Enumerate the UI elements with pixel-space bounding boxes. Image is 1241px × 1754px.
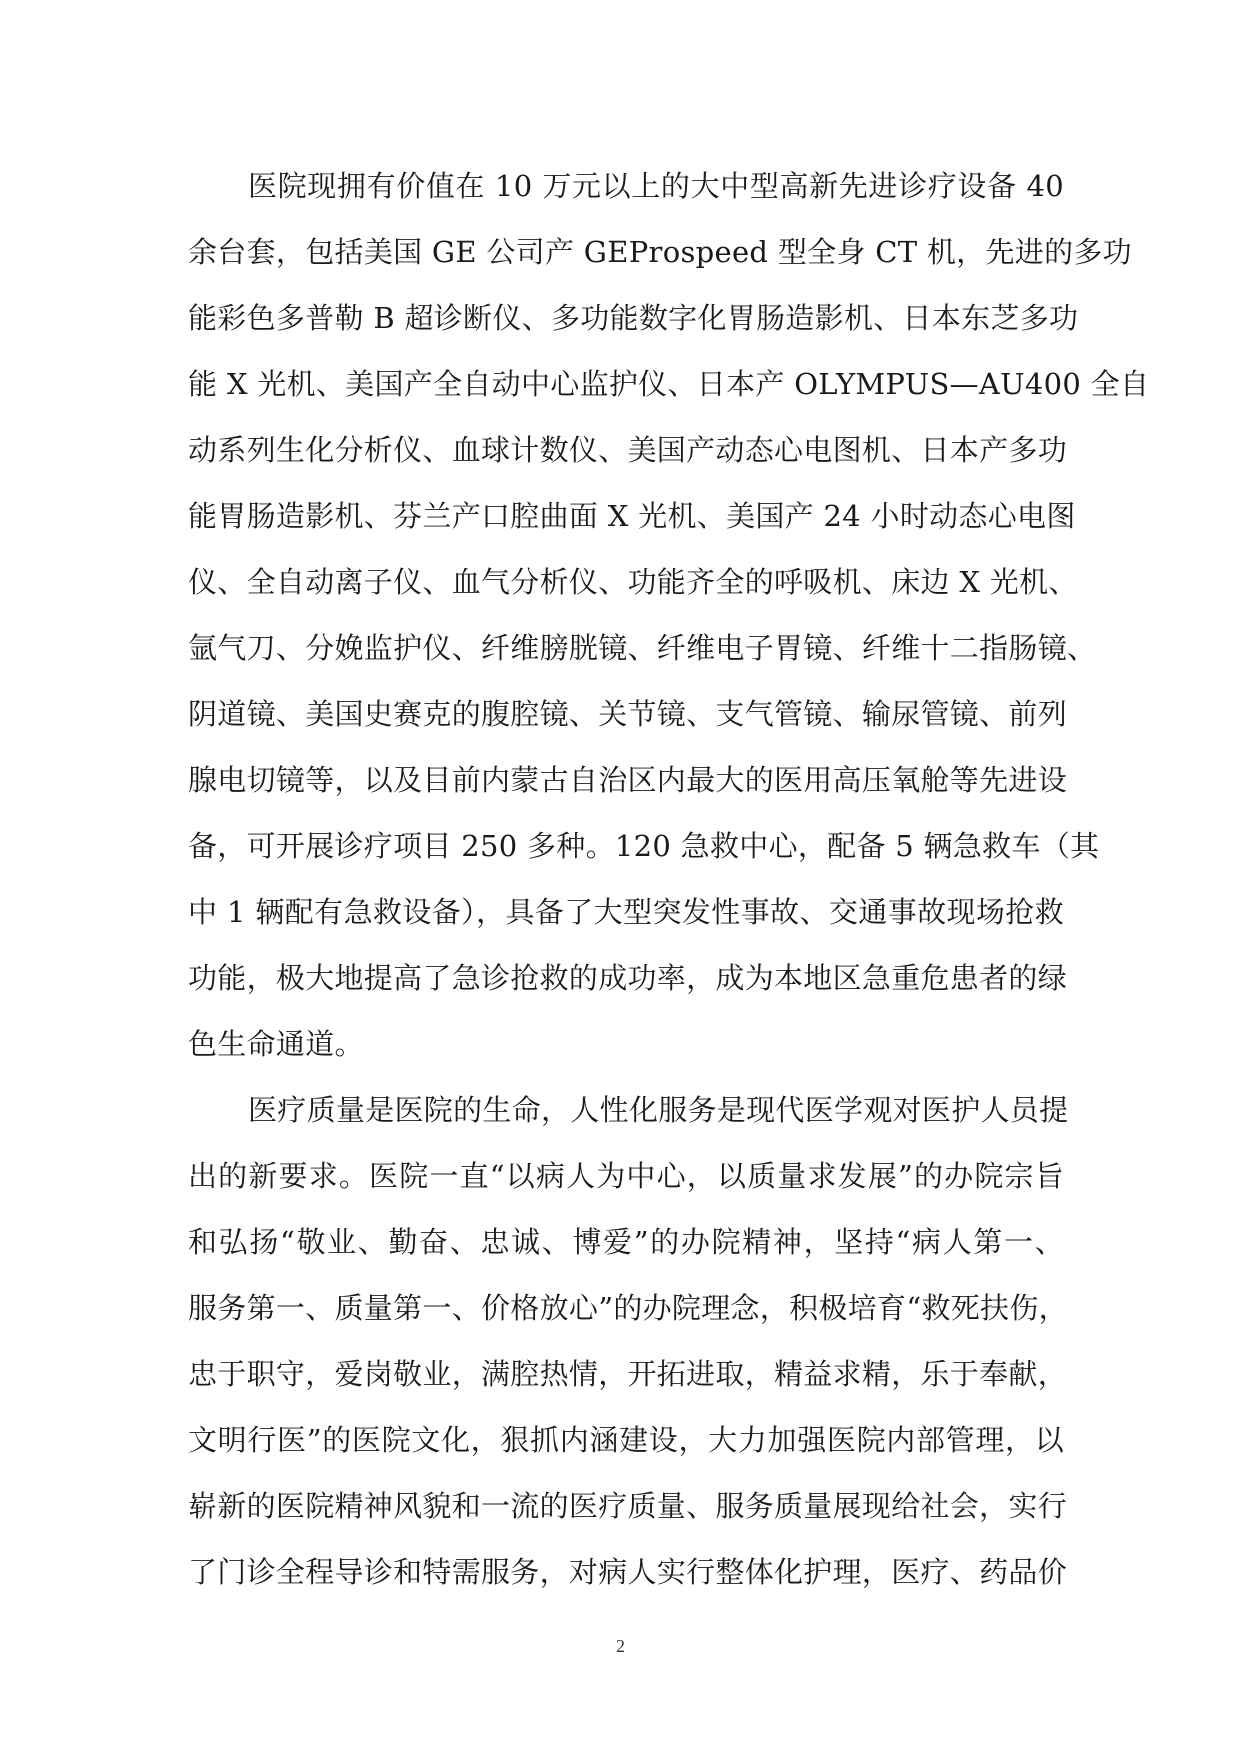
paragraph-1-line-13: 功能，极大地提高了急诊抢救的成功率，成为本地区急重危患者的绿 xyxy=(188,961,1068,995)
paragraph-1-line-1: 医院现拥有价值在 10 万元以上的大中型高新先进诊疗设备 40 xyxy=(248,169,1064,203)
paragraph-1-line-3: 能彩色多普勒 B 超诊断仪、多功能数字化胃肠造影机、日本东芝多功 xyxy=(188,301,1079,335)
paragraph-1-line-8: 氩气刀、分娩监护仪、纤维膀胱镜、纤维电子胃镜、纤维十二指肠镜、 xyxy=(188,631,1097,665)
paragraph-2-line-8: 了门诊全程导诊和特需服务，对病人实行整体化护理，医疗、药品价 xyxy=(188,1555,1068,1589)
paragraph-2-line-5: 忠于职守，爱岗敬业，满腔热情，开拓进取，精益求精，乐于奉献， xyxy=(188,1357,1068,1391)
paragraph-2-line-3: 和弘扬“敬业、勤奋、忠诚、博爱”的办院精神，坚持“病人第一、 xyxy=(188,1225,1064,1259)
page-number: 2 xyxy=(616,1636,625,1656)
paragraph-2-line-2: 出的新要求。医院一直“以病人为中心，以质量求发展”的办院宗旨 xyxy=(188,1159,1064,1193)
paragraph-1-line-6: 能胃肠造影机、芬兰产口腔曲面 X 光机、美国产 24 小时动态心电图 xyxy=(188,499,1076,533)
paragraph-1-line-7: 仪、全自动离子仪、血气分析仪、功能齐全的呼吸机、床边 X 光机、 xyxy=(188,565,1078,599)
paragraph-2-line-1: 医疗质量是医院的生命，人性化服务是现代医学观对医护人员提 xyxy=(248,1093,1069,1127)
paragraph-1-line-5: 动系列生化分析仪、血球计数仪、美国产动态心电图机、日本产多功 xyxy=(188,433,1068,467)
paragraph-2-line-4: 服务第一、质量第一、价格放心”的办院理念，积极培育“救死扶伤， xyxy=(188,1291,1068,1325)
body-text xyxy=(188,164,1150,1616)
paragraph-1-line-9: 阴道镜、美国史赛克的腹腔镜、关节镜、支气管镜、输尿管镜、前列 xyxy=(188,697,1068,731)
paragraph-1-line-12: 中 1 辆配有急救设备），具备了大型突发性事故、交通事故现场抢救 xyxy=(188,895,1064,929)
paragraph-2-line-7: 崭新的医院精神风貌和一流的医疗质量、服务质量展现给社会，实行 xyxy=(188,1489,1068,1523)
paragraph-1-line-11: 备，可开展诊疗项目 250 多种。120 急救中心，配备 5 辆急救车（其 xyxy=(188,829,1100,863)
paragraph-1-line-14: 色生命通道。 xyxy=(188,1027,364,1061)
paragraph-1-line-2: 余台套，包括美国 GE 公司产 GEProspeed 型全身 CT 机，先进的多功 xyxy=(188,235,1132,269)
paragraph-1-line-4: 能 X 光机、美国产全自动中心监护仪、日本产 OLYMPUS—AU400 全自 xyxy=(188,367,1150,401)
paragraph-2-line-6: 文明行医”的医院文化，狠抓内涵建设，大力加强医院内部管理，以 xyxy=(188,1423,1064,1457)
paragraph-1-line-10: 腺电切镜等，以及目前内蒙古自治区内最大的医用高压氧舱等先进设 xyxy=(188,763,1068,797)
